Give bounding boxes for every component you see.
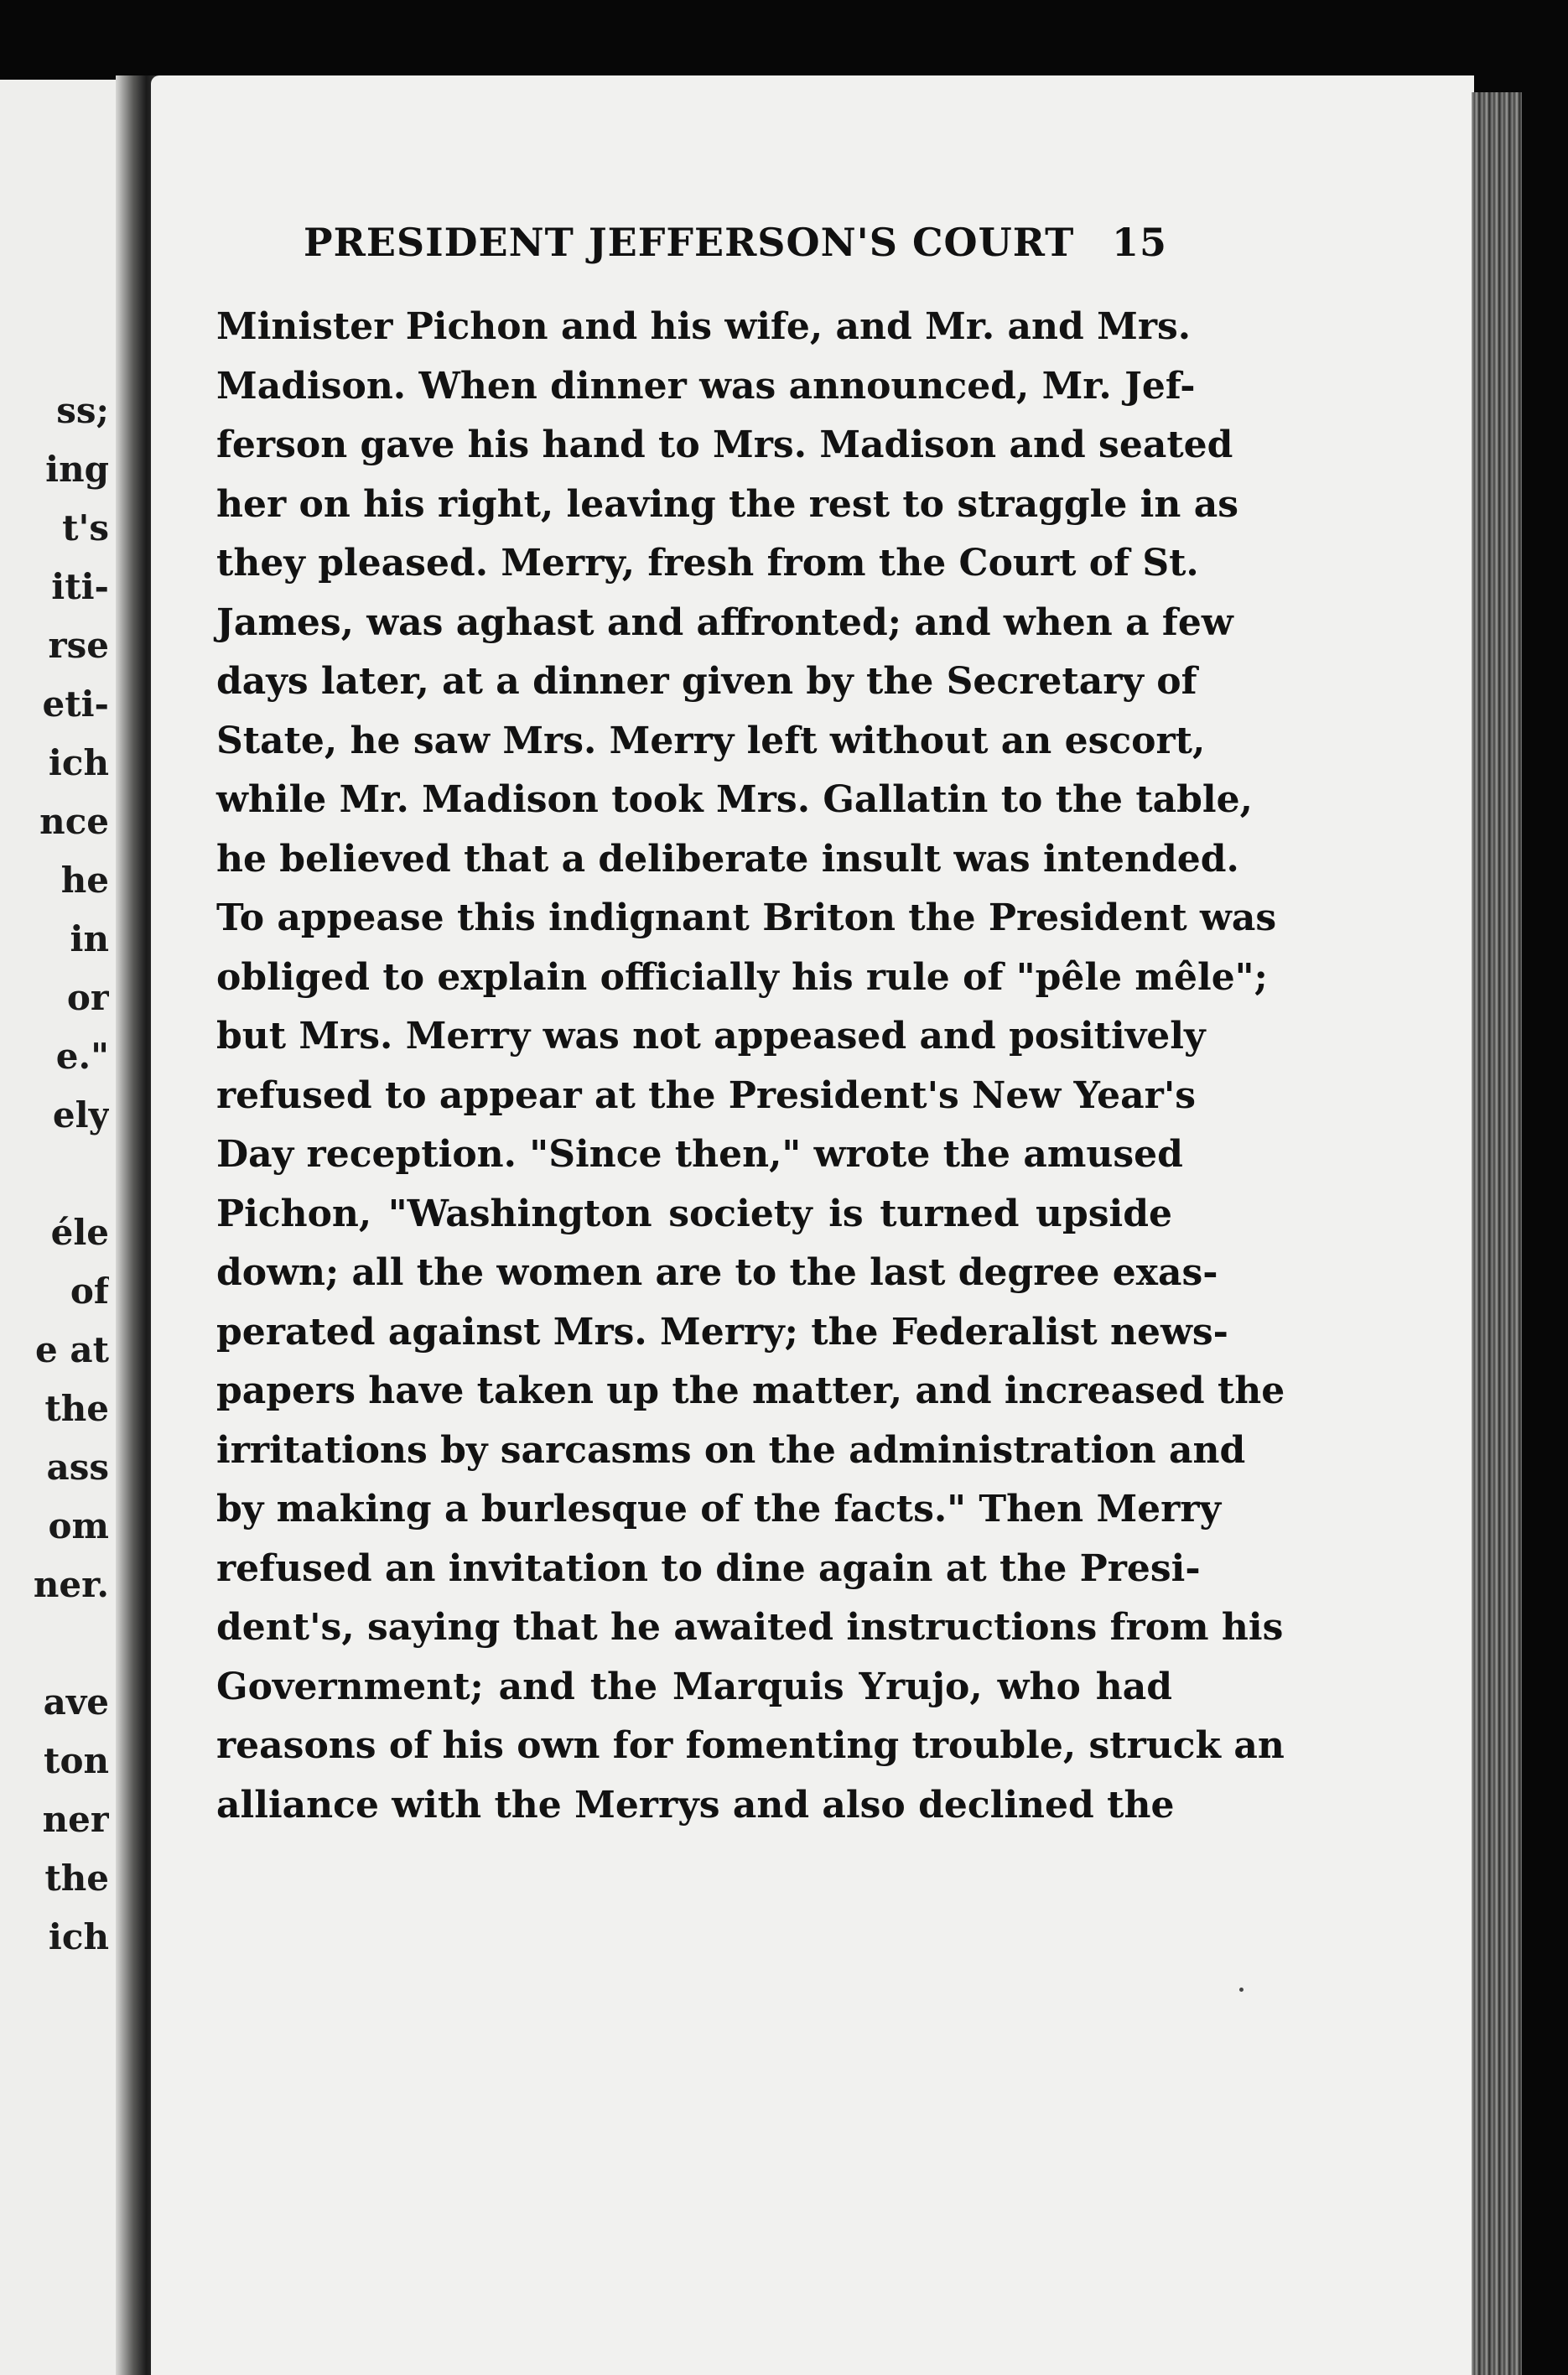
left-line: ner.: [33, 1564, 109, 1605]
left-line: ely: [52, 1094, 109, 1136]
text-line: Minister Pichon and his wife, and Mr. and Mrs.: [216, 305, 1192, 348]
text-line: refused to appear at the President's New Year's: [216, 1073, 1197, 1117]
left-line: rse: [48, 625, 109, 666]
text-line: days later, at a dinner given by the Secretary of: [216, 660, 1197, 703]
left-line: éle: [50, 1212, 109, 1253]
text-line: irritations by sarcasms on the administration and: [216, 1428, 1246, 1472]
text-line: ferson gave his hand to Mrs. Madison and seated: [216, 424, 1233, 466]
text-line: but Mrs. Merry was not appeased and positively: [216, 1015, 1206, 1058]
text-line: refused an invitation to dine again at the Presi-: [216, 1546, 1201, 1590]
left-paragraph-gap: [0, 1614, 109, 1673]
text-line: while Mr. Madison took Mrs. Gallatin to the table,: [216, 778, 1253, 821]
running-head: PRESIDENT JEFFERSON'S COURT: [304, 220, 1075, 265]
text-line: obliged to explain officially his rule of "pêle mêle";: [216, 955, 1268, 999]
left-paragraph-gap: [0, 1145, 109, 1203]
left-line: the: [44, 1388, 109, 1429]
left-line: ave: [43, 1681, 109, 1723]
left-line: om: [48, 1505, 109, 1546]
text-line: reasons of his own for fomenting trouble, struck an: [216, 1724, 1285, 1767]
text-line: Pichon, "Washington society is turned upside: [216, 1192, 1172, 1235]
left-page-text-column: [0, 382, 109, 1967]
text-line: Government; and the Marquis Yrujo, who had: [216, 1665, 1172, 1708]
text-line: Madison. When dinner was announced, Mr. Jef-: [216, 364, 1196, 408]
left-line: eti-: [42, 683, 109, 725]
left-line: nce: [39, 801, 109, 842]
left-line: or: [66, 977, 109, 1018]
page-number: 15: [1111, 220, 1167, 265]
page-edges: [1472, 92, 1522, 2375]
text-line: her on his right, leaving the rest to straggle in as: [216, 482, 1238, 526]
left-line: t's: [62, 507, 109, 548]
text-line: by making a burlesque of the facts." Then Merry: [216, 1488, 1222, 1530]
left-line: ich: [48, 1916, 109, 1957]
text-line: down; all the women are to the last degree exas-: [216, 1251, 1218, 1294]
left-line: e.": [55, 1036, 109, 1077]
text-line: alliance with the Merrys and also declined the: [216, 1783, 1175, 1827]
left-line: in: [70, 918, 109, 959]
text-line: perated against Mrs. Merry; the Federalist news-: [216, 1310, 1228, 1354]
text-line: James, was aghast and affronted; and when a few: [216, 600, 1233, 644]
scan-speck: [1239, 1988, 1243, 1992]
text-line: they pleased. Merry, fresh from the Court of St.: [216, 542, 1199, 585]
left-line: ass: [46, 1447, 109, 1488]
left-line: ner: [42, 1799, 109, 1840]
text-line: State, he saw Mrs. Merry left without an escort,: [216, 719, 1206, 762]
left-line: iti-: [51, 566, 109, 607]
text-line: To appease this indignant Briton the President was: [216, 896, 1277, 939]
left-line: ich: [48, 742, 109, 783]
text-line: papers have taken up the matter, and increased the: [216, 1369, 1285, 1412]
text-line: Day reception. "Since then," wrote the amused: [216, 1133, 1183, 1176]
left-line: ing: [45, 449, 109, 490]
text-line: he believed that a deliberate insult was intended.: [216, 837, 1239, 881]
left-facing-page: [0, 80, 126, 2375]
left-line: ss;: [56, 390, 109, 431]
left-line: of: [70, 1271, 109, 1312]
left-line: the: [44, 1858, 109, 1899]
left-line: he: [60, 860, 109, 901]
text-line: dent's, saying that he awaited instructions from his: [216, 1606, 1284, 1649]
body-paragraph: [216, 298, 1285, 1835]
page-header: [304, 220, 1167, 270]
left-line: ton: [44, 1740, 109, 1781]
left-line: e at: [35, 1329, 109, 1370]
